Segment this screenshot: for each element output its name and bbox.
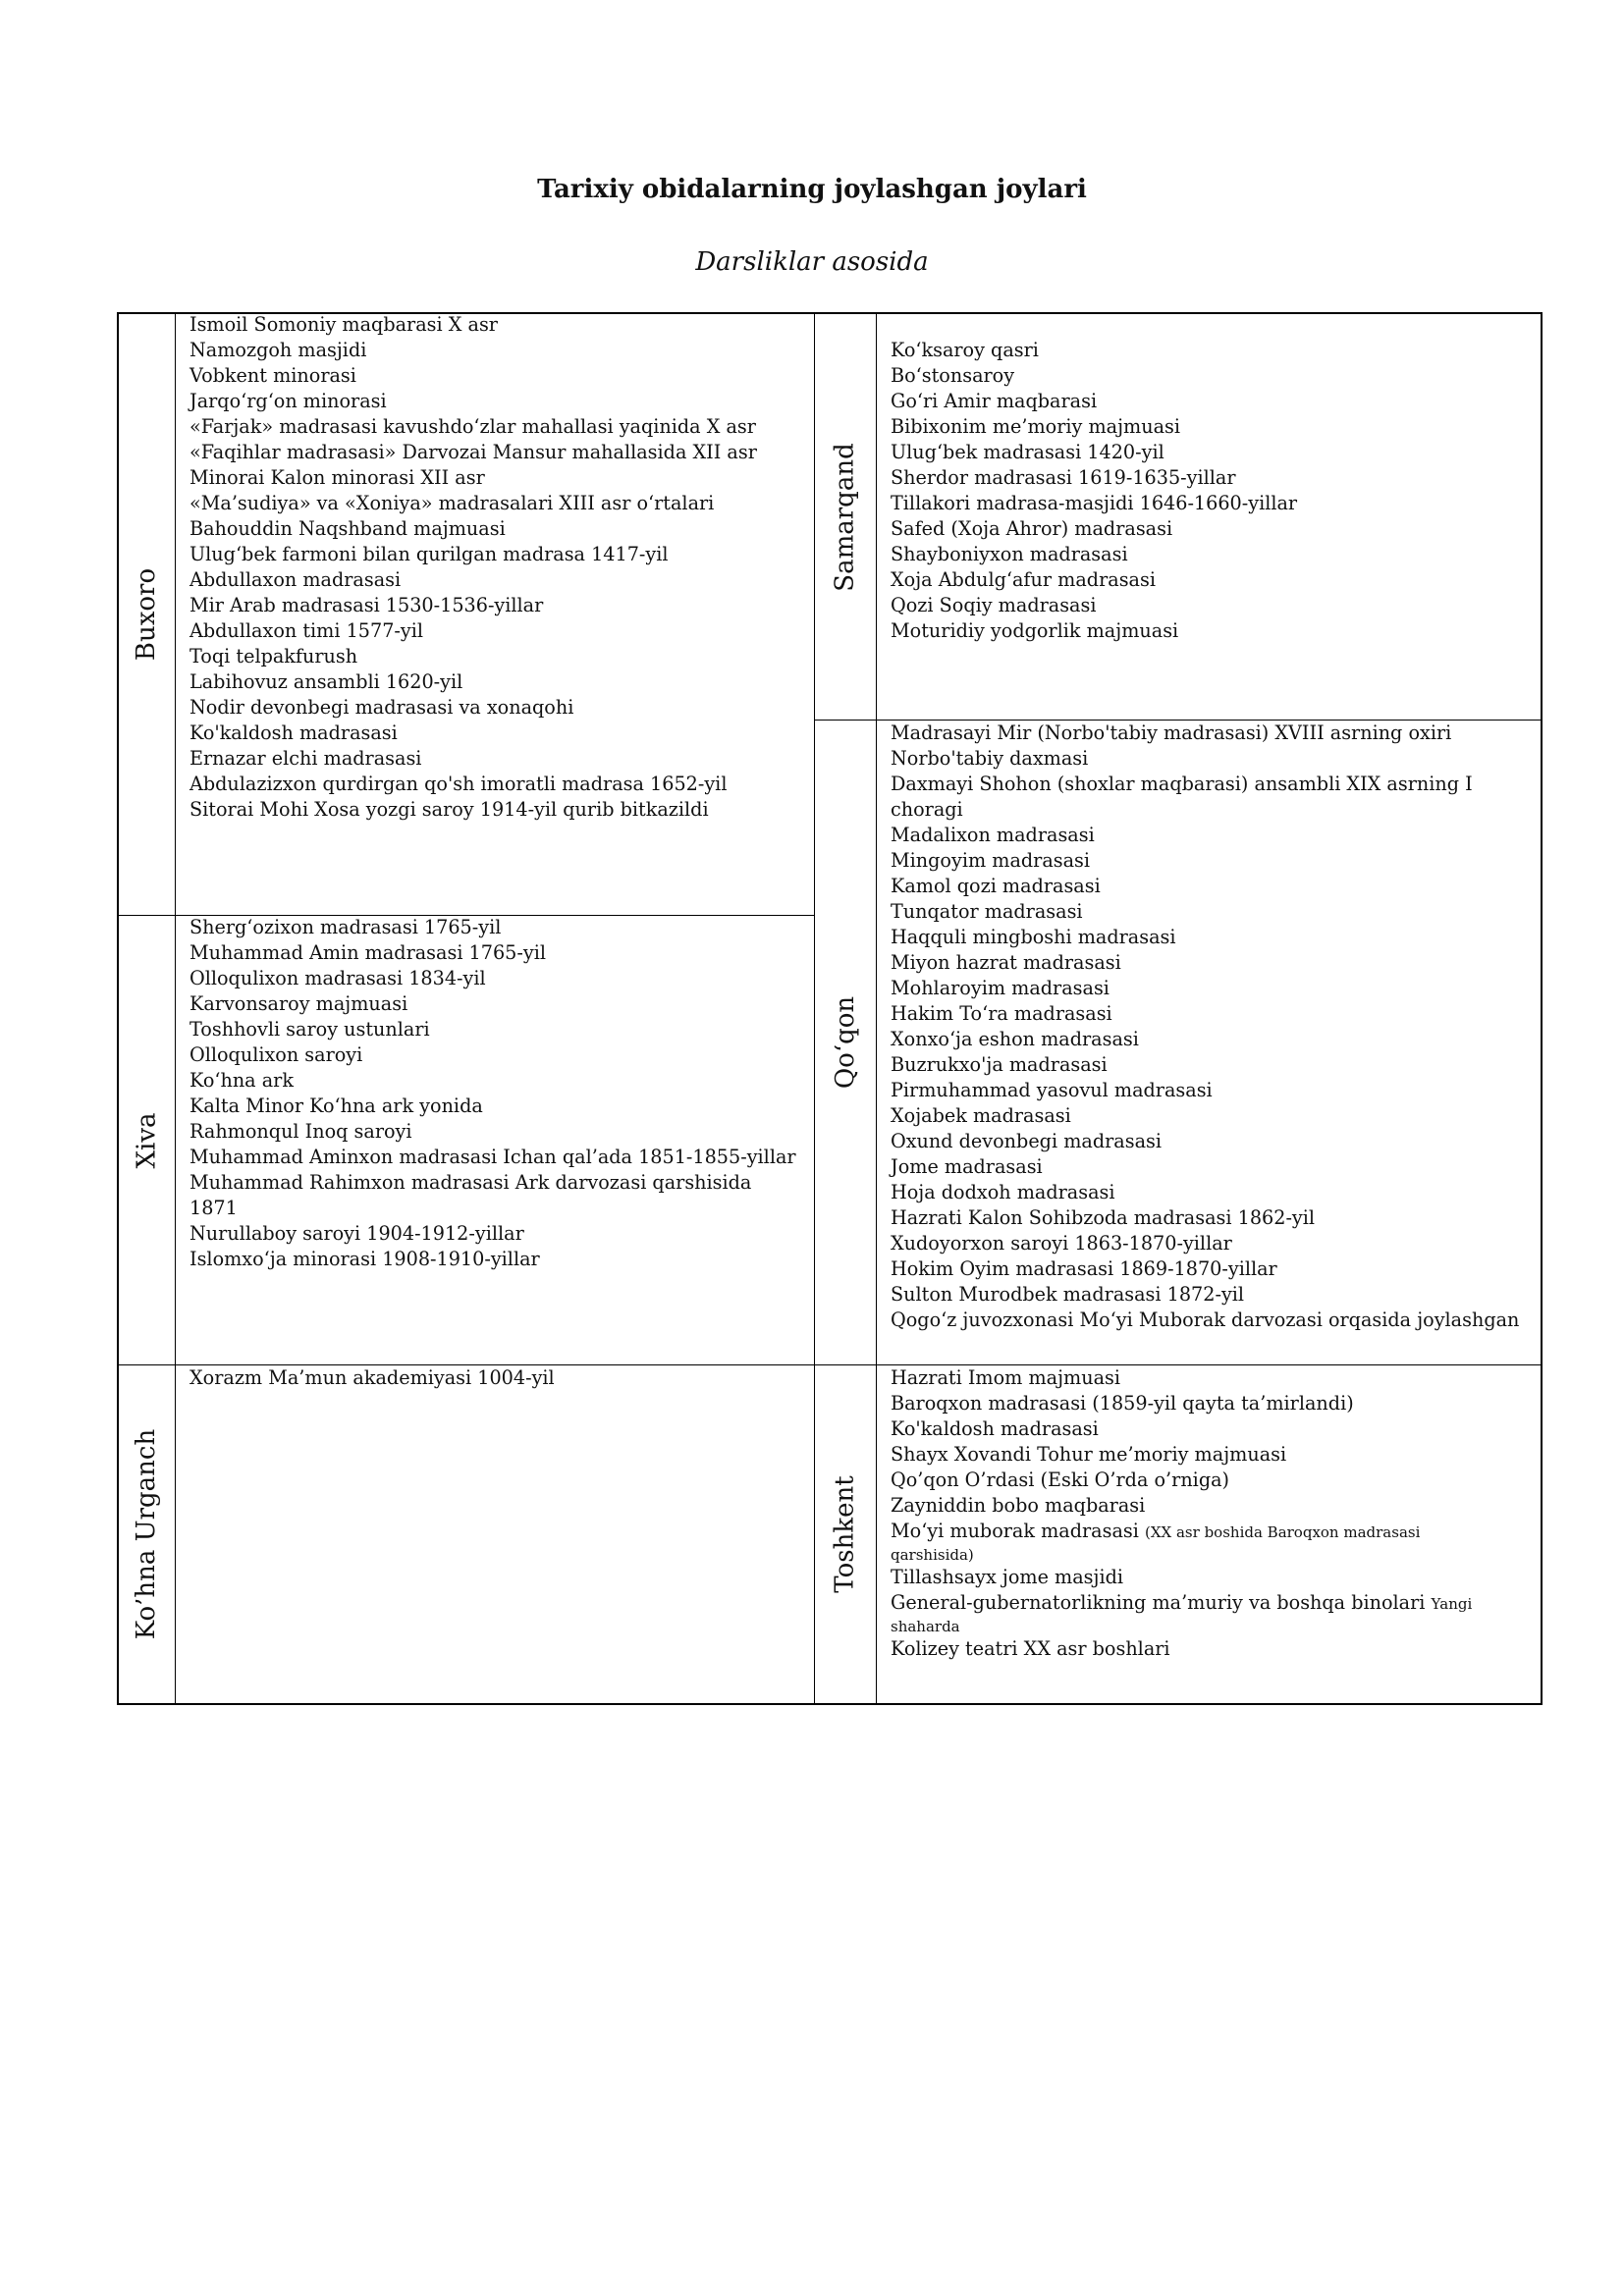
list-item: Hakim To‘ra madrasasi <box>891 1002 1112 1025</box>
list-item: Olloqulixon madrasasi 1834-yil <box>189 967 486 989</box>
list-item: Namozgoh masjidi <box>189 339 367 361</box>
list-item: Buzrukxo'ja madrasasi <box>891 1053 1108 1076</box>
toshkent-monument-list <box>891 1365 1472 1662</box>
list-item-continuation: shaharda <box>891 1618 960 1635</box>
list-item: Nodir devonbegi madrasasi va xonaqohi <box>189 696 574 719</box>
list-item: Madrasayi Mir (Norbo'tabiy madrasasi) XVIII asrning oxiri <box>891 721 1452 744</box>
region-name: Buxoro <box>132 567 162 662</box>
list-item: Sherdor madrasasi 1619-1635-yillar <box>891 466 1236 489</box>
table-divider-left-label <box>175 312 176 1705</box>
region-label-buxoro <box>119 314 175 915</box>
list-item: Abdullaxon timi 1577-yil <box>189 619 424 642</box>
list-item: Mir Arab madrasasi 1530-1536-yillar <box>189 594 544 616</box>
list-item: Sitorai Mohi Xosa yozgi saroy 1914-yil qurib bitkazildi <box>189 798 709 821</box>
list-item: Muhammad Rahimxon madrasasi Ark darvozasi qarshisida <box>189 1171 752 1194</box>
list-item: choragi <box>891 798 963 821</box>
list-item: 1871 <box>189 1197 238 1219</box>
list-item: Labihovuz ansambli 1620-yil <box>189 670 463 693</box>
list-item: Kalta Minor Ko‘hna ark yonida <box>189 1095 483 1117</box>
list-item: Bo‘stonsaroy <box>891 364 1015 387</box>
list-item: Abdulazizxon qurdirgan qo'sh imoratli madrasa 1652-yil <box>189 773 728 795</box>
region-label-samarqand <box>815 314 876 720</box>
list-item: Bahouddin Naqshband majmuasi <box>189 517 506 540</box>
list-item: Muhammad Aminxon madrasasi Ichan qal’ada 1851-1855-yillar <box>189 1146 796 1168</box>
list-item: Qozi Soqiy madrasasi <box>891 594 1097 616</box>
list-item: Jarqo‘rg‘on minorasi <box>189 390 387 412</box>
list-item: «Farjak» madrasasi kavushdo‘zlar mahallasi yaqinida X asr <box>189 415 756 438</box>
list-item: Go‘ri Amir maqbarasi <box>891 390 1098 412</box>
list-item: Shayboniyxon madrasasi <box>891 543 1128 565</box>
list-item: Miyon hazrat madrasasi <box>891 951 1121 974</box>
list-item: Ko‘hna ark <box>189 1069 294 1092</box>
list-item: Hokim Oyim madrasasi 1869-1870-yillar <box>891 1257 1277 1280</box>
list-item: Safed (Xoja Ahror) madrasasi <box>891 517 1173 540</box>
list-item: Ernazar elchi madrasasi <box>189 747 422 770</box>
list-item: Daxmayi Shohon (shoxlar maqbarasi) ansambli XIX asrning I <box>891 773 1473 795</box>
page-title: Tarixiy obidalarning joylashgan joylari <box>537 175 1087 204</box>
region-name: Toshkent <box>831 1475 860 1593</box>
list-item: Hazrati Imom majmuasi <box>891 1366 1121 1389</box>
list-item: Xoja Abdulg‘afur madrasasi <box>891 568 1156 591</box>
list-item: Haqquli mingboshi madrasasi <box>891 926 1176 948</box>
list-item: Xojabek madrasasi <box>891 1104 1071 1127</box>
list-item: Jome madrasasi <box>891 1155 1043 1178</box>
item-main-text: General-gubernatorlikning ma’muriy va boshqa binolari <box>891 1591 1426 1614</box>
list-item: Vobkent minorasi <box>189 364 356 387</box>
xiva-monument-list <box>189 915 796 1272</box>
table-border-bottom <box>117 1703 1543 1705</box>
list-item <box>891 1590 1472 1617</box>
region-name: Samarqand <box>831 442 860 592</box>
list-item: Xudoyorxon saroyi 1863-1870-yillar <box>891 1232 1232 1255</box>
list-item: Ulug‘bek farmoni bilan qurilgan madrasa 1417-yil <box>189 543 669 565</box>
list-item: Ismoil Somoniy maqbarasi X asr <box>189 313 498 336</box>
list-item: Madalixon madrasasi <box>891 824 1095 846</box>
list-item: Norbo'tabiy daxmasi <box>891 747 1089 770</box>
list-item: «Faqihlar madrasasi» Darvozai Mansur mahallasida XII asr <box>189 441 757 463</box>
list-item-continuation: qarshisida) <box>891 1546 974 1564</box>
table-border-right <box>1541 312 1543 1705</box>
region-name: Ko’hna Urganch <box>132 1428 162 1640</box>
list-item: Sherg‘ozixon madrasasi 1765-yil <box>189 916 502 938</box>
list-item: Minorai Kalon minorasi XII asr <box>189 466 485 489</box>
list-item: Qo’qon O’rdasi (Eski O’rda o’rniga) <box>891 1468 1230 1491</box>
list-item: Mingoyim madrasasi <box>891 849 1091 872</box>
page-subtitle: Darsliklar asosida <box>695 247 929 277</box>
buxoro-monument-list <box>189 312 757 823</box>
list-item: Abdullaxon madrasasi <box>189 568 402 591</box>
list-item: Hazrati Kalon Sohibzoda madrasasi 1862-yil <box>891 1206 1316 1229</box>
list-item: Shayx Xovandi Tohur me’moriy majmuasi <box>891 1443 1287 1466</box>
list-item: Kamol qozi madrasasi <box>891 875 1101 897</box>
item-note-text: (XX asr boshida Baroqxon madrasasi <box>1145 1523 1421 1541</box>
list-item: Hoja dodxoh madrasasi <box>891 1181 1115 1203</box>
list-item: Baroqxon madrasasi (1859-yil qayta ta’mirlandi) <box>891 1392 1354 1415</box>
list-item: Ko'kaldosh madrasasi <box>891 1417 1099 1440</box>
list-item: Zayniddin bobo maqbarasi <box>891 1494 1146 1517</box>
list-item: Xonxo‘ja eshon madrasasi <box>891 1028 1139 1050</box>
list-item: Tillakori madrasa-masjidi 1646-1660-yillar <box>891 492 1298 514</box>
list-item: Tunqator madrasasi <box>891 900 1083 923</box>
region-name: Xiva <box>132 1111 162 1169</box>
item-main-text: Mo‘yi muborak madrasasi <box>891 1520 1139 1542</box>
list-item: Rahmonqul Inoq saroyi <box>189 1120 412 1143</box>
list-item: Pirmuhammad yasovul madrasasi <box>891 1079 1213 1101</box>
list-item: Moturidiy yodgorlik majmuasi <box>891 619 1179 642</box>
list-item: Toqi telpakfurush <box>189 645 358 667</box>
list-item: Sulton Murodbek madrasasi 1872-yil <box>891 1283 1245 1306</box>
list-item: Nurullaboy saroyi 1904-1912-yillar <box>189 1222 524 1245</box>
region-name: Qo‘qon <box>831 995 860 1090</box>
samarqand-monument-list <box>891 338 1297 644</box>
list-item: Ulug‘bek madrasasi 1420-yil <box>891 441 1164 463</box>
list-item: Islomxo‘ja minorasi 1908-1910-yillar <box>189 1248 540 1270</box>
region-label-kohna-urganch <box>119 1365 175 1703</box>
list-item: Karvonsaroy majmuasi <box>189 992 408 1015</box>
list-item: Ko'kaldosh madrasasi <box>189 721 398 744</box>
list-item: Tillashsayx jome masjidi <box>891 1566 1124 1588</box>
item-note-text: Yangi <box>1431 1595 1473 1613</box>
list-item: Mohlaroyim madrasasi <box>891 977 1110 999</box>
list-item: Bibixonim me’moriy majmuasi <box>891 415 1181 438</box>
list-item: Qogo‘z juvozxonasi Mo‘yi Muborak darvozasi orqasida joylashgan <box>891 1308 1520 1331</box>
list-item: Muhammad Amin madrasasi 1765-yil <box>189 941 546 964</box>
region-label-qoqon <box>815 721 876 1364</box>
list-item <box>891 1519 1472 1545</box>
list-item: Oxund devonbegi madrasasi <box>891 1130 1162 1152</box>
list-item: Olloqulixon saroyi <box>189 1043 363 1066</box>
region-label-toshkent <box>815 1365 876 1703</box>
list-item: Xorazm Ma’mun akademiyasi 1004-yil <box>189 1366 555 1389</box>
list-item: «Ma’sudiya» va «Xoniya» madrasalari XIII asr o‘rtalari <box>189 492 715 514</box>
table-divider-right-label <box>876 312 877 1705</box>
list-item: Toshhovli saroy ustunlari <box>189 1018 430 1041</box>
list-item: Ko‘ksaroy qasri <box>891 339 1039 361</box>
region-label-xiva <box>119 916 175 1364</box>
kohna-urganch-monument-list <box>189 1365 555 1391</box>
list-item: Kolizey teatri XX asr boshlari <box>891 1637 1170 1660</box>
qoqon-monument-list <box>891 721 1519 1333</box>
